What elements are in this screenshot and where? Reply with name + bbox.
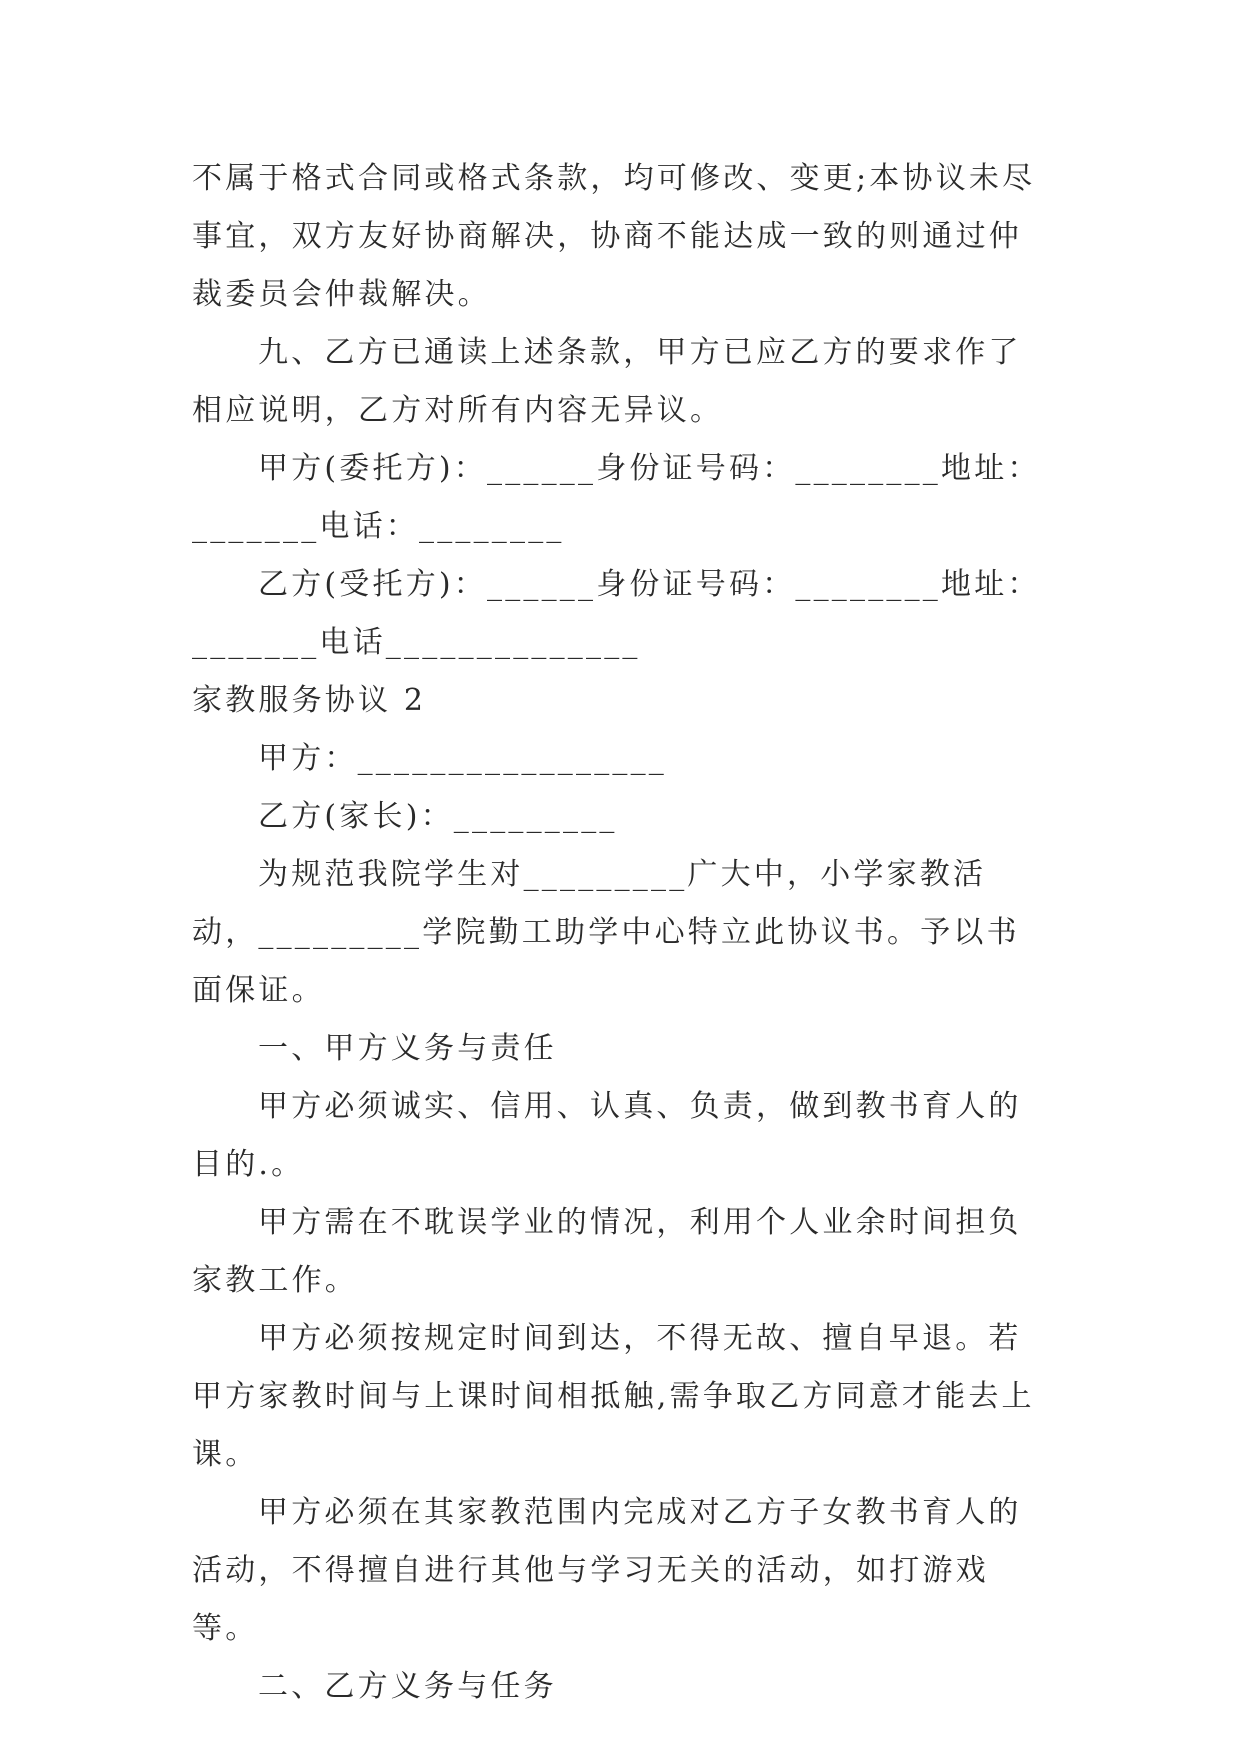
paragraph-purpose: 为规范我院学生对_________广大中，小学家教活动，_________学院勤工助学中心特立此协议书。予以书面保证。 <box>192 857 1020 1008</box>
paragraph-party-b: 乙方(家长)：_________ <box>258 799 618 834</box>
paragraph-duty-4: 甲方必须在其家教范围内完成对乙方子女教书育人的活动，不得擅自进行其他与学习无关的活动，如打游戏等。 <box>192 1495 1022 1646</box>
paragraph-party-a: 甲方：_________________ <box>258 741 667 776</box>
heading-party-a-duties: 一、甲方义务与责任 <box>258 1031 557 1066</box>
paragraph-duty-1: 甲方必须诚实、信用、认真、负责，做到教书育人的目的.。 <box>192 1089 1022 1182</box>
paragraph-duty-3: 甲方必须按规定时间到达，不得无故、擅自早退。若甲方家教时间与上课时间相抵触,需争取乙方同意才能去上课。 <box>192 1321 1035 1472</box>
paragraph-clause-9: 九、乙方已通读上述条款，甲方已应乙方的要求作了相应说明，乙方对所有内容无异议。 <box>192 335 1022 428</box>
paragraph-party-a-signature: 甲方(委托方)：______身份证号码：________地址：_______电话：________ <box>192 451 1041 544</box>
paragraph-party-b-signature: 乙方(受托方)：______身份证号码：________地址：_______电话______________ <box>192 567 1041 660</box>
paragraph-clause-8-continuation: 不属于格式合同或格式条款，均可修改、变更;本协议未尽事宜，双方友好协商解决，协商不能达成一致的则通过仲裁委员会仲裁解决。 <box>192 161 1036 312</box>
heading-party-b-duties: 二、乙方义务与任务 <box>258 1669 557 1704</box>
paragraph-duty-2: 甲方需在不耽误学业的情况，利用个人业余时间担负家教工作。 <box>192 1205 1022 1298</box>
section-title: 家教服务协议 2 <box>192 683 427 718</box>
document-body <box>192 150 1052 1716</box>
